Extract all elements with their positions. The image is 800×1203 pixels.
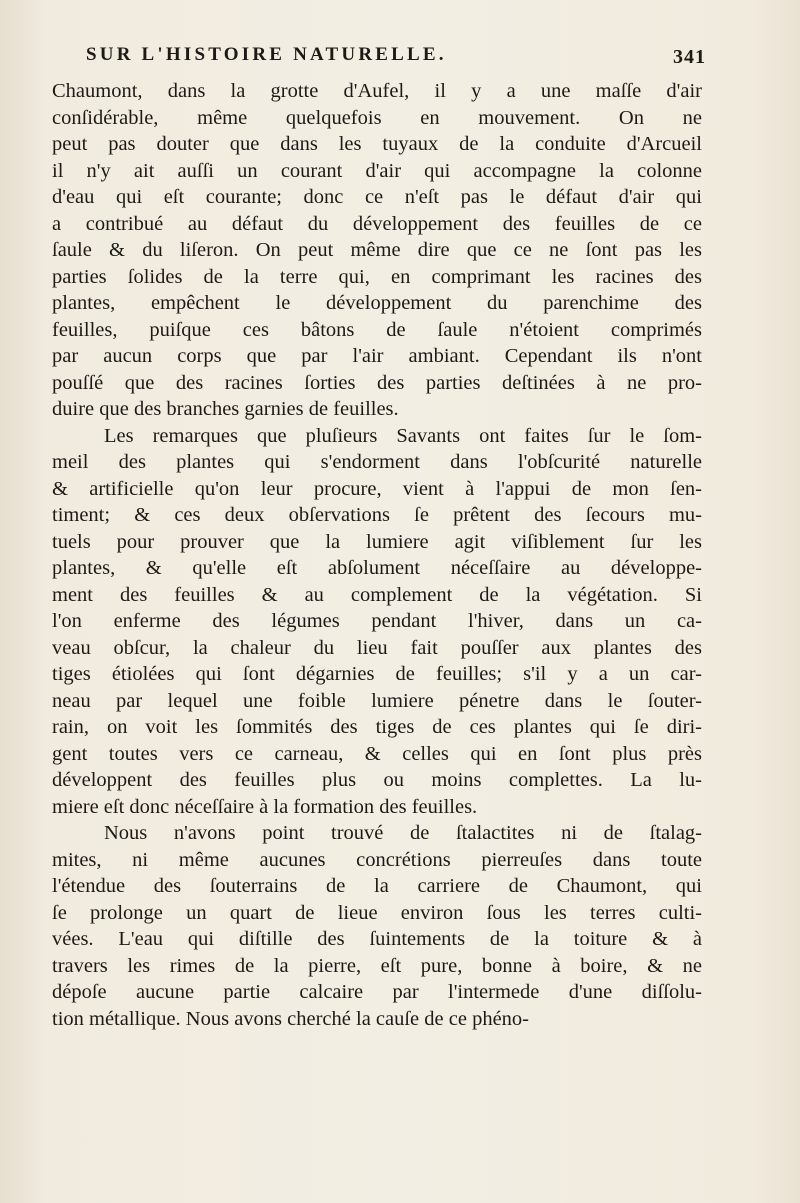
text-line: développent des feuilles plus ou moins complettes. La lu- xyxy=(52,769,702,791)
text-line: Nous n'avons point trouvé de ſtalactites ni de ſtalag- xyxy=(104,822,702,844)
running-head xyxy=(86,40,706,70)
text-line: ſaule & du liſeron. On peut même dire que ce ne ſont pas les xyxy=(52,239,702,261)
paragraph-3 xyxy=(52,820,702,1032)
text-line: & artificielle qu'on leur procure, vient à l'appui de mon ſen- xyxy=(52,477,702,500)
text-line: conſidérable, même quelquefois en mouvement. On ne xyxy=(52,106,702,129)
text-line: dépoſe aucune partie calcaire par l'intermede d'une diſſolu- xyxy=(52,981,702,1003)
text-line: mites, ni même aucunes concrétions pierreuſes dans toute xyxy=(52,848,702,871)
text-line: miere eſt donc néceſſaire à la formation des feuilles. xyxy=(52,795,478,818)
text-line: plantes, empêchent le développement du parenchime des xyxy=(52,292,702,314)
text-line: tiges étiolées qui ſont dégarnies de feuilles; s'il y a un car- xyxy=(52,663,702,685)
text-line: timent; & ces deux obſervations ſe prêtent des ſecours mu- xyxy=(52,504,702,526)
text-line: il n'y ait auſſi un courant d'air qui accompagne la colonne xyxy=(52,159,702,182)
text-line: gent toutes vers ce carneau, & celles qui en ſont plus près xyxy=(52,742,702,765)
text-line: peut pas douter que dans les tuyaux de la conduite d'Arcueil xyxy=(52,133,702,155)
text-line: pouſſé que des racines ſorties des parties deſtinées à ne pro- xyxy=(52,371,702,394)
text-line: meil des plantes qui s'endorment dans l'obſcurité naturelle xyxy=(52,451,702,473)
text-line: travers les rimes de la pierre, eſt pure, bonne à boire, & ne xyxy=(52,954,702,977)
text-line: tuels pour prouver que la lumiere agit viſiblement ſur les xyxy=(52,530,702,553)
paragraph-1 xyxy=(52,78,702,423)
text-line: par aucun corps que par l'air ambiant. Cependant ils n'ont xyxy=(52,345,702,367)
text-line: neau par lequel une foible lumiere pénetre dans le ſouter- xyxy=(52,689,702,712)
text-line: rain, on voit les ſommités des tiges de ces plantes qui ſe diri- xyxy=(52,716,702,738)
page-number: 341 xyxy=(673,46,706,68)
text-line: tion métallique. Nous avons cherché la cauſe de ce phéno- xyxy=(52,1007,530,1030)
text-line: plantes, & qu'elle eſt abſolument néceſſaire au développe- xyxy=(52,557,702,579)
text-line: a contribué au défaut du développement des feuilles de ce xyxy=(52,212,702,235)
text-line: l'on enferme des légumes pendant l'hiver, dans un ca- xyxy=(52,610,702,632)
text-line: Les remarques que pluſieurs Savants ont faites ſur le ſom- xyxy=(104,424,702,447)
running-title: SUR L'HISTOIRE NATURELLE. xyxy=(86,44,447,65)
text-line: ſe prolonge un quart de lieue environ ſous les terres culti- xyxy=(52,901,702,924)
text-line: ment des feuilles & au complement de la végétation. Si xyxy=(52,583,702,606)
text-line: Chaumont, dans la grotte d'Aufel, il y a une maſſe d'air xyxy=(52,80,702,102)
text-line: veau obſcur, la chaleur du lieu fait pouſſer aux plantes des xyxy=(52,636,702,659)
text-line: feuilles, puiſque ces bâtons de ſaule n'étoient comprimés xyxy=(52,318,702,341)
text-line: l'étendue des ſouterrains de la carriere de Chaumont, qui xyxy=(52,875,702,897)
text-line: parties ſolides de la terre qui, en comprimant les racines des xyxy=(52,265,702,288)
text-line: d'eau qui eſt courante; donc ce n'eſt pas le défaut d'air qui xyxy=(52,186,702,208)
text-body xyxy=(52,78,702,1032)
paragraph-2 xyxy=(52,423,702,821)
text-line: vées. L'eau qui diſtille des ſuintements de la toiture & à xyxy=(52,928,702,950)
text-line: duire que des branches garnies de feuilles. xyxy=(52,398,399,420)
